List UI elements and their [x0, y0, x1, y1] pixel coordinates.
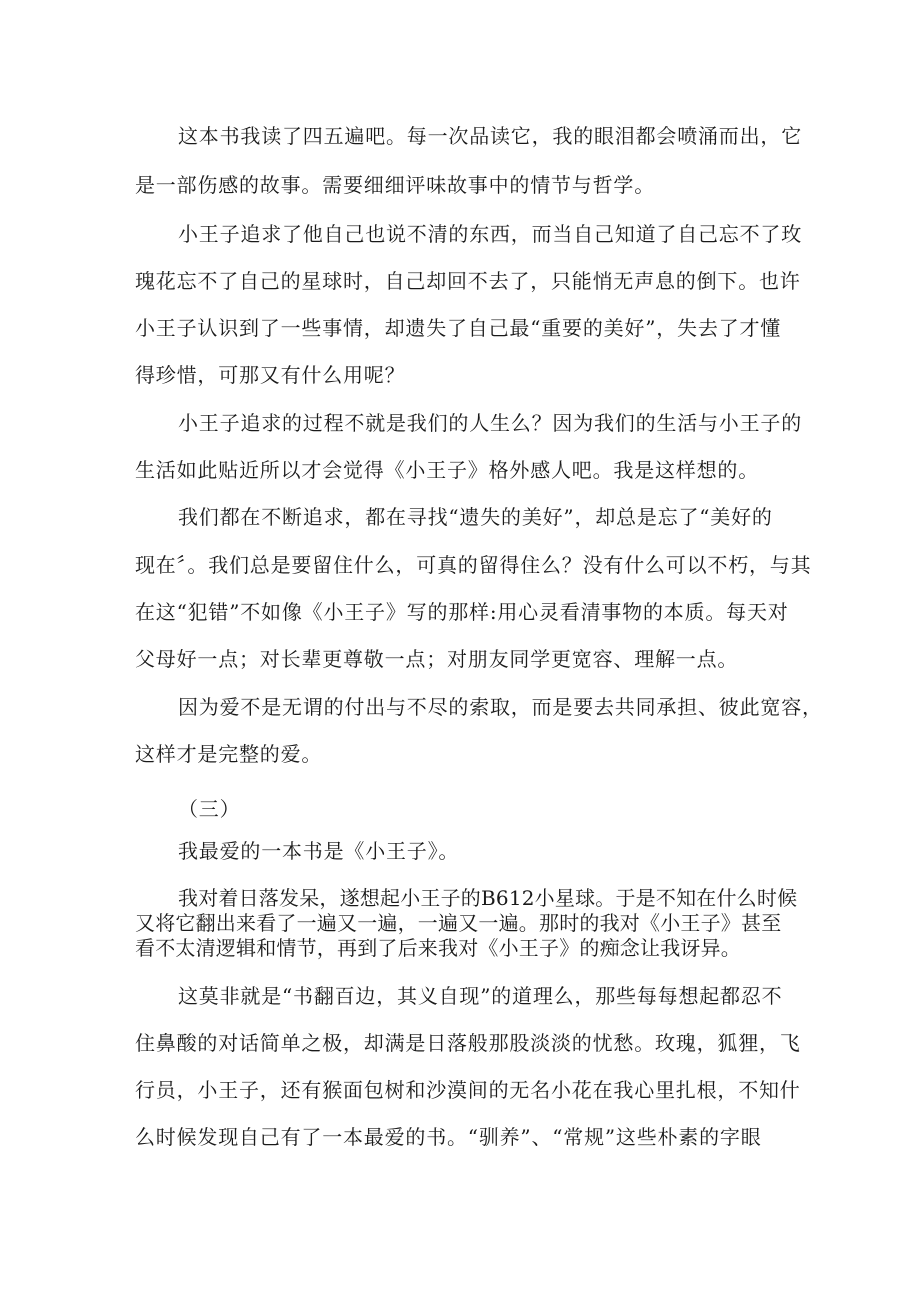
- paragraph-line: 小王子认识到了一些事情，却遗失了自己最“重要的美好”，失去了才懂: [135, 316, 782, 340]
- paragraph-line: 生活如此贴近所以才会觉得《小王子》格外感人吧。我是这样想的。: [135, 458, 759, 482]
- paragraph-line: 这样才是完整的爱。: [135, 742, 323, 766]
- paragraph-line: 瑰花忘不了自己的星球时，自己却回不去了，只能悄无声息的倒下。也许: [135, 269, 801, 293]
- paragraph-line: 这莫非就是“书翻百边，其义自现”的道理么，那些每每想起都忍不: [178, 984, 783, 1008]
- paragraph-line: 行员，小王子，还有猴面包树和沙漠间的无名小花在我心里扎根，不知什: [135, 1078, 801, 1102]
- paragraph-line: 是一部伤感的故事。需要细细评味故事中的情节与哲学。: [135, 173, 655, 197]
- paragraph-line: 因为爱不是无谓的付出与不尽的索取，而是要去共同承担、彼此宽容，: [178, 695, 823, 719]
- paragraph-line: 得珍惜，可那又有什么用呢？: [135, 363, 406, 387]
- paragraph-line: 又将它翻出来看了一遍又一遍，一遍又一遍。那时的我对《小王子》甚至: [135, 911, 782, 935]
- paragraph-line: 现在〞。我们总是要留住什么，可真的留得住么？没有什么可以不朽，与其: [135, 553, 812, 577]
- paragraph-line: 小王子追求的过程不就是我们的人生么？因为我们的生活与小王子的: [178, 411, 802, 435]
- paragraph-line: 看不太清逻辑和情节，再到了后来我对《小王子》的痴念让我讶异。: [135, 936, 741, 960]
- paragraph-line: 我对着日落发呆，遂想起小王子的B612小星球。于是不知在什么时候: [178, 886, 798, 910]
- paragraph-line: 我最爱的一本书是《小王子》。: [178, 839, 460, 863]
- paragraph-line: 在这“犯错”不如像《小王子》写的那样:用心灵看清事物的本质。每天对: [135, 600, 789, 624]
- section-heading: （三）: [178, 797, 241, 821]
- paragraph-line: 么时候发现自己有了一本最爱的书。“驯养”、“常规”这些朴素的字眼: [135, 1125, 762, 1149]
- paragraph-line: 我们都在不断追求，都在寻找“遗失的美好”，却总是忘了“美好的: [178, 505, 773, 529]
- paragraph-line: 父母好一点；对长辈更尊敬一点；对朋友同学更宽容、理解一点。: [135, 647, 739, 671]
- paragraph-line: 小王子追求了他自己也说不清的东西，而当自己知道了自己忘不了玫: [178, 222, 802, 246]
- paragraph-line: 住鼻酸的对话简单之极，却满是日落般那股淡淡的忧愁。玫瑰，狐狸，飞: [135, 1031, 801, 1055]
- paragraph-line: 这本书我读了四五遍吧。每一次品读它，我的眼泪都会喷涌而出，它: [178, 124, 802, 148]
